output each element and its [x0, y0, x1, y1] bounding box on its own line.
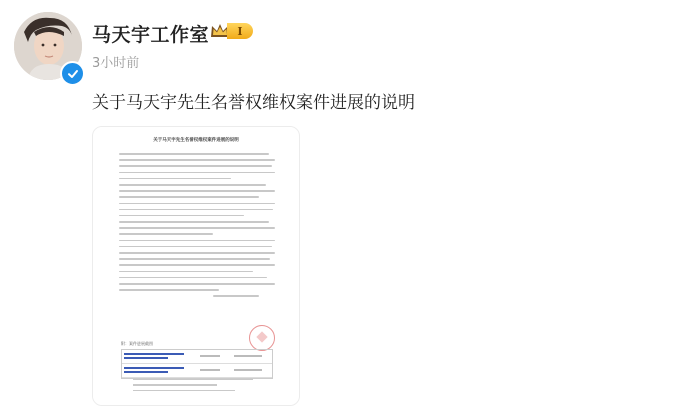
document-paragraphs	[119, 153, 275, 302]
document-title: 关于马天宇先生名誉权维权案件进展的说明	[153, 138, 239, 143]
level-label: I	[227, 23, 253, 39]
member-level-badge[interactable]	[209, 21, 257, 41]
post-timestamp[interactable]: 3小时前	[92, 56, 140, 71]
post-text: 关于马天宇先生名誉权维权案件进展的说明	[92, 93, 415, 113]
verified-badge-icon	[60, 61, 85, 86]
document-page	[93, 127, 299, 405]
official-seal-icon	[249, 325, 275, 351]
document-footer-lines	[133, 379, 253, 395]
attached-document-image[interactable]	[92, 126, 300, 406]
author-name[interactable]: 马天宇工作室	[92, 24, 210, 46]
document-table	[121, 349, 273, 379]
document-section-label: 附：案件进展截图	[121, 341, 153, 346]
